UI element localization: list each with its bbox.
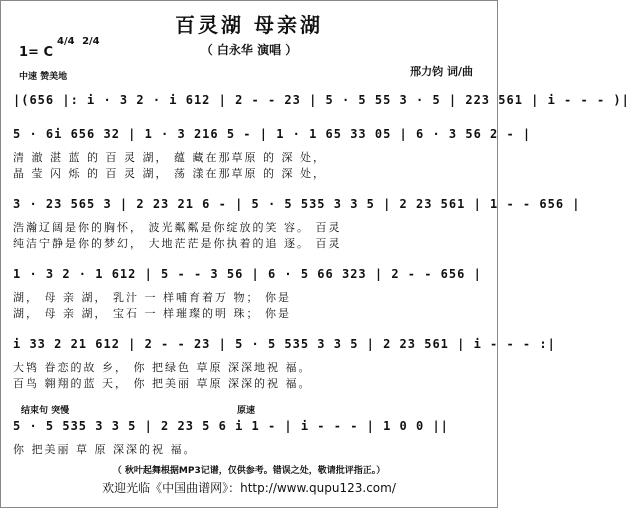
- score-system-3-lyrics-1: 浩瀚辽阔是你的胸怀， 波光粼粼是你绽放的笑 容。 百灵: [13, 221, 342, 234]
- score-system-6-lyrics-1: 你 把美丽 草 原 深深的祝 福。: [13, 443, 197, 456]
- time-signature-1: 4/4: [57, 36, 75, 47]
- tempo-marking: 中速 赞美地: [19, 72, 68, 82]
- tempo-restore-marking: 原速: [237, 406, 256, 416]
- ending-label: 结束句 突慢: [21, 406, 70, 416]
- score-system-5-notes: i 33 2 21 612 | 2 - - 23 | 5 · 5 535 3 3 5 | 2 23 561 | i - - - :|: [13, 337, 556, 351]
- score-system-2-lyrics-1: 清 澈 湛 蓝 的 百 灵 湖， 蕴 藏在那草原 的 深 处，: [13, 151, 326, 164]
- site-footer: 欢迎光临《中国曲谱网》：http://www.qupu123.com/: [102, 481, 396, 495]
- score-system-6-notes: 5 · 5 535 3 3 5 | 2 23 5 6 i 1 - | i - - - | 1 0 0 ||: [13, 419, 449, 433]
- score-system-4-notes: 1 · 3 2 · 1 612 | 5 - - 3 56 | 6 · 5 66 323 | 2 - - 656 |: [13, 267, 482, 281]
- ending-marking: [21, 403, 77, 416]
- time-signature-2: 2/4: [82, 36, 100, 47]
- score-system-5-lyrics-1: 大鸨 眷恋的故 乡， 你 把绿色 草原 深深地祝 福。: [13, 361, 312, 374]
- score-system-3-notes: 3 · 23 565 3 | 2 23 21 6 - | 5 · 5 535 3 3 5 | 2 23 561 | 1 - - 656 |: [13, 197, 581, 211]
- score-system-2-lyrics-2: 晶 莹 闪 烁 的 百 灵 湖， 荡 漾在那草原 的 深 处，: [13, 167, 326, 180]
- lyricist-composer-credit: 邢力钧 词/曲: [410, 65, 473, 78]
- score-system-5-lyrics-2: 百鸟 翱翔的蓝 天， 你 把美丽 草原 深深的祝 福。: [13, 377, 312, 390]
- score-system-2-notes: 5 · 6i 656 32 | 1 · 3 216 5 - | 1 · 1 65 33 05 | 6 · 3 56 2 - |: [13, 127, 532, 141]
- score-system-4-lyrics-2: 湖， 母 亲 湖， 宝石 一 样璀璨的明 珠； 你是: [13, 307, 291, 320]
- score-system-4-lyrics-1: 湖， 母 亲 湖， 乳汁 一 样哺育着万 物； 你是: [13, 291, 291, 304]
- singer-line: （ 白永华 演唱 ）: [200, 43, 298, 57]
- score-system-1-notes: |(656 |: i · 3 2 · i 612 | 2 - - 23 | 5 · 5 55 3 · 5 | 223 561 | i - - - )|: [13, 93, 630, 107]
- song-title: 百灵湖 母亲湖: [175, 13, 323, 37]
- time-signatures: [57, 37, 104, 47]
- transcriber-note: （ 秋叶起舞根据MP3记谱，仅供参考。错误之处，敬请批评指正。）: [112, 466, 386, 476]
- score-system-3-lyrics-2: 纯洁宁静是你的梦幻， 大地茫茫是你执着的追 逐。 百灵: [13, 237, 342, 250]
- key-signature: 1= C: [19, 45, 54, 60]
